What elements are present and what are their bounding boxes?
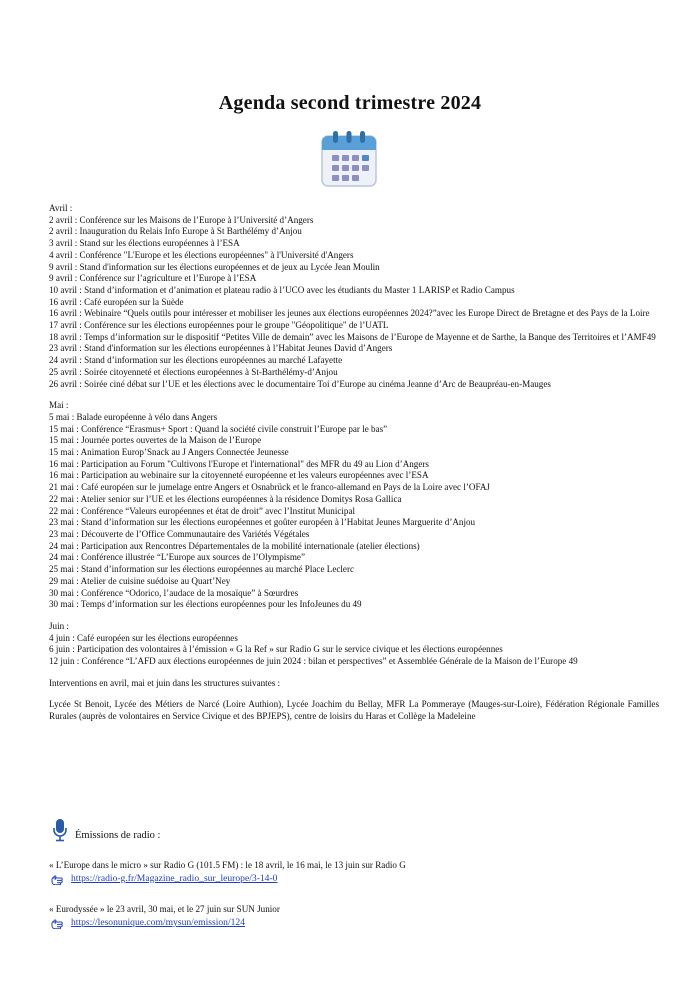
agenda-item-avril: 2 avril : Inauguration du Relais Info Europe à St Barthélémy d’Anjou — [49, 226, 302, 237]
radio-emission-2 — [49, 902, 649, 930]
avril-list — [49, 215, 659, 391]
agenda-item-avril: 23 avril : Stand d'information sur les élections européennes à l’Habitat Jeunes David d’Angers — [49, 343, 393, 354]
agenda-item-mai: 29 mai : Atelier de cuisine suédoise au Quart’Ney — [49, 575, 231, 586]
agenda-item-juin: 12 juin : Conférence “L’AFD aux élections européennes de juin 2024 : bilan et perspectives” et Assemblée Générale de la Maison de l’Europe 49 — [49, 656, 578, 667]
mai-list — [49, 412, 659, 611]
radio-emission-1-link-row — [49, 872, 649, 886]
agenda-item-mai: 22 mai : Conférence “Valeurs européennes et état de droit” avec l’Institut Municipal — [49, 505, 356, 516]
agenda-item-avril: 9 avril : Stand d'information sur les élections européennes et de jeux au Lycée Jean Moulin — [49, 261, 380, 272]
agenda-item-avril: 25 avril : Soirée citoyenneté et élections européennes à St-Barthélémy-d’Anjou — [49, 366, 338, 377]
agenda-item-mai: 24 mai : Participation aux Rencontres Départementales de la mobilité internationale (atelier élections) — [49, 540, 420, 551]
agenda-item-mai: 22 mai : Atelier senior sur l’UE et les élections européennes à la résidence Domitys Rosa Gallica — [49, 493, 402, 504]
radio-emission-2-link-row — [49, 916, 649, 930]
agenda-item-mai: 5 mai : Balade européenne à vélo dans Angers — [49, 411, 218, 422]
agenda-item-juin: 4 juin : Café européen sur les élections européennes — [49, 632, 238, 643]
agenda-item-mai: 15 mai : Journée portes ouvertes de la Maison de l’Europe — [49, 435, 262, 446]
agenda-item-avril: 2 avril : Conférence sur les Maisons de l’Europe à l’Université d’Angers — [49, 214, 314, 225]
microphone-icon — [52, 818, 68, 842]
agenda-item-avril: 18 avril : Temps d’information sur le dispositif “Petites Ville de demain” avec les Maisons de l’Europe de Mayenne et de Sarthe, la Banque des Territoires et l’AMF49 — [49, 331, 656, 342]
agenda-item-mai: 16 mai : Participation au webinaire sur la citoyenneté européenne et les valeurs européennes avec l’ESA — [49, 470, 429, 481]
interventions-structures: Lycée St Benoit, Lycée des Métiers de Narcé (Loire Authion), Lycée Joachim du Bellay, MFR La Pommeraye (Mauges-sur-Loire), Fédération Régionale Familles Rurales (auprès de volontaires en Service Civique et des BPJEPS), centre de loisirs du Haras et Collège la Madeleine — [49, 699, 659, 722]
radio-emission-2-text: « Eurodyssée » le 23 avril, 30 mai, et le 27 juin sur SUN Junior — [49, 904, 280, 914]
agenda-item-mai: 16 mai : Participation au Forum "Cultivons l'Europe et l'international" des MFR du 49 au Lion d’Angers — [49, 458, 429, 469]
agenda-item-avril: 16 avril : Webinaire “Quels outils pour intéresser et mobiliser les jeunes aux élections européennes 2024?”avec les Europe Direct de Bretagne et des Pays de la Loire — [49, 308, 650, 319]
agenda-item-mai: 15 mai : Conférence “Erasmus+ Sport : Quand la société civile construit l’Europe par le bas” — [49, 423, 388, 434]
agenda-item-mai: 30 mai : Temps d’information sur les élections européennes pour les InfoJeunes du 49 — [49, 599, 362, 610]
calendar-icon — [318, 128, 380, 190]
agenda-item-avril: 26 avril : Soirée ciné débat sur l’UE et les élections avec le documentaire Toi d’Europe au cinéma Jeanne d’Arc de Beaupréau-en-Mauges — [49, 378, 551, 389]
agenda-item-mai: 23 mai : Stand d’information sur les élections européennes et goûter européen à l’Habitat Jeunes Marguerite d’Anjou — [49, 517, 476, 528]
agenda-item-mai: 30 mai : Conférence “Odorico, l’audace de la mosaïque” à Sœurdres — [49, 587, 299, 598]
interventions-intro: Interventions en avril, mai et juin dans les structures suivantes : — [49, 677, 281, 688]
page-title: Agenda second trimestre 2024 — [218, 92, 482, 114]
agenda-item-avril: 10 avril : Stand d’information et d’animation et plateau radio à l’UCO avec les étudiants du Master 1 LARISP et Radio Campus — [49, 284, 515, 295]
pointing-hand-icon — [51, 917, 67, 929]
pointing-hand-icon — [51, 873, 67, 885]
agenda-item-juin: 6 juin : Participation des volontaires à l’émission « G la Ref » sur Radio G sur le service civique et les élections européennes — [49, 644, 503, 655]
agenda-item-avril: 4 avril : Conférence "L'Europe et les élections européennes" à l'Université d'Angers — [49, 249, 354, 260]
juin-list — [49, 633, 659, 668]
radio-g-link[interactable]: https://radio-g.fr/Magazine_radio_sur_leurope/3-14-0 — [71, 873, 278, 884]
agenda-item-mai: 24 mai : Conférence illustrée “L’Europe aux sources de l’Olympisme” — [49, 552, 305, 563]
agenda-item-mai: 23 mai : Découverte de l’Office Communautaire des Variétés Végétales — [49, 528, 310, 539]
radio-emission-1 — [49, 858, 649, 886]
agenda-content — [49, 203, 659, 723]
agenda-item-avril: 9 avril : Conférence sur l’agriculture et l’Europe à l’ESA — [49, 273, 257, 284]
agenda-item-avril: 24 avril : Stand d’information sur les élections européennes au marché Lafayette — [49, 355, 343, 366]
agenda-item-avril: 3 avril : Stand sur les élections européennes à l’ESA — [49, 238, 240, 249]
agenda-item-avril: 16 avril : Café européen sur la Suède — [49, 296, 184, 307]
section-heading-juin: Juin : — [49, 620, 69, 631]
sun-junior-link[interactable]: https://lesonunique.com/mysun/emission/124 — [71, 917, 246, 928]
radio-emission-1-text: « L’Europe dans le micro » sur Radio G (101.5 FM) : le 18 avril, le 16 mai, le 13 juin sur Radio G — [49, 860, 406, 870]
agenda-item-avril: 17 avril : Conférence sur les élections européennes pour le groupe "Géopolitique" de l’UATL — [49, 320, 389, 331]
agenda-item-mai: 15 mai : Animation Europ’Snack au J Angers Connectée Jeunesse — [49, 447, 289, 458]
section-heading-avril: Avril : — [49, 203, 73, 213]
radio-section-header — [52, 818, 352, 846]
radio-section-title: Émissions de radio : — [75, 830, 161, 841]
agenda-item-mai: 21 mai : Café européen sur le jumelage entre Angers et Osnabrück et le franco-allemand en Pays de la Loire avec l’OFAJ — [49, 482, 490, 493]
section-heading-mai: Mai : — [49, 400, 69, 411]
agenda-item-mai: 25 mai : Stand d’information sur les élections européennes au marché Place Leclerc — [49, 564, 355, 575]
